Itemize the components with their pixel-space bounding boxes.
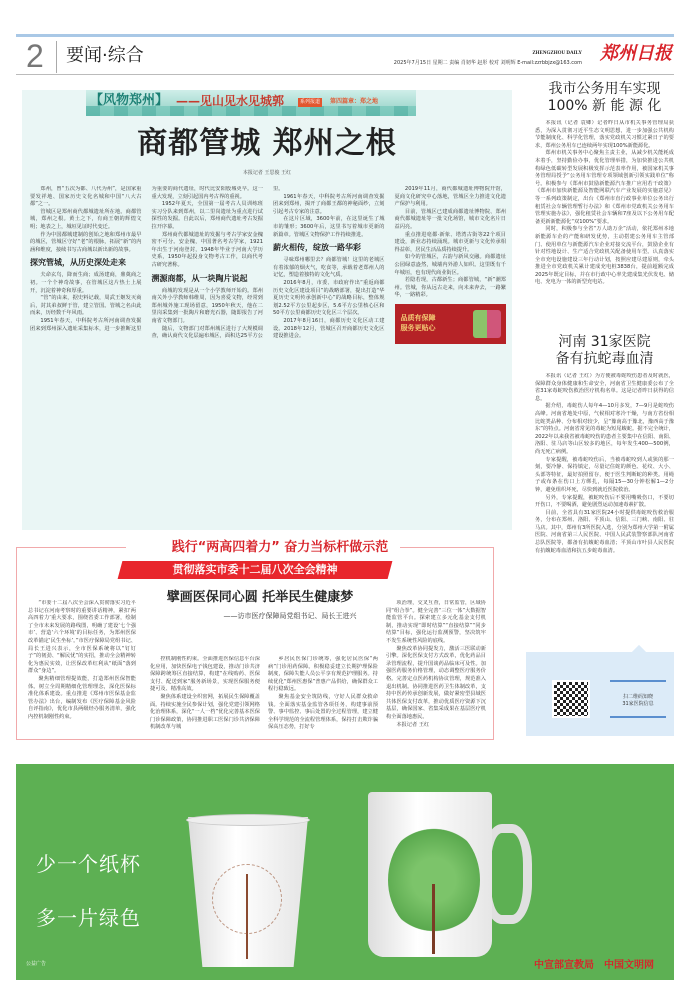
paragraph: 项治理，交叉互查，日常监管，区域协同“组合拳”。健全完善“三位一体”大数据智能监管平台。探索建立多元化基金支付机制，推动实现“即时结算”“直接结算”“同步结算”目标，强化运行监测预警，坚决筑牢不发生系统性风险的底线。: [386, 600, 486, 644]
paragraph: 在这片区域，3600年前，在这里诞生了城市的雏形；3600年后，这里书写着城市更新的新篇章。管城区文物保护工作持续推进。: [273, 216, 385, 238]
paragraph: 1961年春天，中科院考古所河南调查发掘团来到郑州，揭开了商都王都的神秘面纱，立刻引起考古专家的注意。: [273, 193, 385, 215]
title-line: 我市公务用车实现: [548, 81, 661, 97]
divider: [56, 41, 57, 73]
paragraph: 另外，专家提醒，被蛇咬伤后不要用嘴吸伤口，不要切开伤口，不要喝酒，避免剧烈运动加速毒素扩散。: [535, 494, 674, 509]
qr-code[interactable]: [552, 680, 590, 718]
title-line: 100% 新 能 源 化: [547, 98, 662, 114]
public-service-ad: [16, 764, 674, 980]
section-heading: 溯源商都，从一块陶片说起: [151, 273, 248, 283]
paragraph: 2016年8月，市委、市政府作出“重返商都历史文化区建设项目”的战略部署，提出打造“华夏历史文明传承创新中心”的战略目标，整体规划2.52平方公里起步区，5.6平方公里核心区和50平方公里商都历史文化区三个层次。: [273, 279, 385, 317]
article-body-snake: [535, 373, 674, 589]
paragraph: 聚焦基金安全筑防线，守好人民群众救命钱。全面落实基金监管各项任务，构建事前预警、事中监控、事后处置的全过程管理，建立健全科学规范的全流程管理体系，保持打击欺诈骗保高压态势，打好专: [268, 693, 378, 731]
article-title-ev: [535, 81, 674, 115]
divider: [610, 716, 666, 718]
product-ad[interactable]: [395, 304, 507, 344]
title-line: 河南 31家医院: [558, 334, 651, 350]
byline: 本报记者 王思俊 王红: [242, 170, 292, 176]
page-number: 2: [26, 38, 44, 74]
issue-meta: 2025年7月15日 星期二 责编 肖韧华 赵彤 校对 刘明辉 E-mail:zzrbbjzx@163.com: [393, 60, 582, 66]
special-kicker: 践行“两高四着力” 奋力当标杆做示范: [171, 540, 389, 555]
banner-text: 贯彻落实市委十二届八次全会精神: [172, 563, 338, 576]
divider: [610, 680, 666, 682]
interview-title: 擘画医保同心圆 托举民生健康梦: [166, 590, 354, 605]
article-title: 商都管城 郑州之根: [137, 126, 397, 161]
cup-rim: [186, 814, 310, 826]
paragraph: 郑州商代都城遗址的发掘与考古学家安金槐密不可分。安金槐，中国著名考古学家，1921年出生于河南登封，1948年毕业于河南大学历史系，1950年起投身文物考古工作，以商代考古研究著称。: [151, 231, 263, 268]
qr-box: [526, 652, 674, 736]
paragraph: 目前，管城区已建成商都遗址博物院、郑州商代都城遗址等一批文化场馆，城市文化名片日益闪亮。: [394, 208, 506, 230]
banner-series: ——见山见水见城郭: [176, 94, 285, 108]
product-image: [473, 310, 501, 338]
paragraph: 如今的管城区，古韵与新风交融。商都遗址公园绿意盎然，城墙内外游人如织。这里既有千年城垣，也有现代商业街区。: [394, 254, 506, 276]
paragraph: 聚焦体系建设全织密网，拓展民生保障覆盖面。持续实施全民参保计划，强化党建引领网格化治理体系，深化“一人一档”优化完善基本医保门诊保障政策，协同推进职工医保门诊共济保障机制改革与城: [150, 693, 260, 731]
bare-branches: [212, 864, 282, 934]
paragraph: “管”的由来，据史料记载，周武王姬发灭商后，封其弟叔鲜于管，建立管国。管城之名由此而来，历经数千年风雨。: [30, 295, 142, 317]
caption-line: 扫二维码知晓: [622, 694, 653, 700]
paragraph: 目前，全省具有31家医院24小时提供毒蛇咬伤救治服务，分布在郑州、洛阳、平顶山、信阳、三门峡、南阳、驻马店。其中，郑州有3所医院入选，分别为郑州大学第一附属医院、河南省第三人民医院、中国人民武装警察部队河南省总队医院等，都备有抗蝮蛇毒血清；平顶山市叶县人民医院有抗蝮蛇毒血清和抗五步蛇毒血清。: [535, 509, 674, 554]
paragraph: 控机制刚性约束。全面推进医保信息平台深化应用，加快医保电子钱包建设，推动门诊共济保障跨统筹区直接结算，构建“在线购药、医保支付、配送到家”服务新场景，实现医保服务便捷可及、精准高效。: [150, 656, 260, 693]
paragraph: 专家提醒，被毒蛇咬伤后，当被毒蛇咬到人或狭的那一刻，要冷静、保持镇定，尽量记住蛇的颜色、花纹、大小、头部等特征，最好拍照留存，便于医生判断蛇的种类。用绳子或布条在伤口上方绑扎，每隔15—30分钟松解1—2分钟，避免组织坏死，尽快到就近医院救治。: [535, 456, 674, 493]
banner-chapter: 第四篇章：郑之地: [330, 98, 379, 105]
paragraph: 本报讯（记者 王红）为方便被毒蛇咬伤患者及时就医，保障群众身体健康和生命安全，河南省卫生健康委公布了全省31家毒蛇咬伤救治医疗机构名单。这是记者昨日获得的信息。: [535, 373, 674, 402]
series-banner: [86, 90, 416, 116]
ad-sponsor: 中宣部宣教局 中国文明网: [534, 960, 654, 971]
paragraph: 2017年8月16日，商都历史文化区动工建设。2018年12月，管城区召开商都历史文化区建设推进会。: [273, 317, 385, 340]
title-line: 备有抗蛇毒血清: [555, 351, 654, 367]
paragraph: 乡居民医保门诊统筹，强化居民医保“两病”门诊用药保障。积极稳妥建立长期护理保险制度，保障失能人员公平享有规范护理服务。持续优化“郑州医惠保”普惠产品供给，确保群众工程行稳致远。: [268, 656, 378, 693]
banner-column: 【风物郑州】: [90, 93, 169, 108]
section-heading: 探究管城，从历史深处走来: [30, 258, 126, 268]
section-name: 要闻·综合: [66, 45, 144, 66]
paragraph: 管城区是郑州商代都城遗址所在地。商都管城，郑州之根。黄土之下，有商王朝的辉煌文明；地表之上，城垣见证时代变迁。: [30, 208, 142, 230]
paragraph: 郑州，曾“五次为都、八代为州”，是国家重要发祥地、国家历史文化名城和中国“八大古都”之一。: [30, 186, 142, 208]
banner-tag: 系列报道: [300, 99, 321, 105]
paragraph: 作为中国都城建制的创始之地和郑州市最早的城区，管城区守好“老”的根脉，拓展“新”的内涵和维度，接续书写古商城以新出新的故事。: [30, 231, 142, 253]
article-body-ev: [535, 120, 674, 308]
notch: [632, 645, 646, 659]
divider: [16, 547, 126, 548]
newspaper-logo: 郑州日报: [600, 43, 672, 64]
paragraph: 寻味郑州哪里去？商都管城！这里的老城区有着浓郁的烟火气，吃食等，承载着老郑州人的记忆，塑造着独特的文化气质。: [273, 257, 385, 279]
slogan-line: 多一片绿色: [36, 906, 141, 930]
tree-trunk: [432, 884, 435, 954]
paragraph: 聚焦改革协同提发力，激活三医联动新引擎。深化医保支付方式改革，优化药品目录管理流程，提升国谈药品临床可及性。加强医药服务价格管理，动态调整医疗服务价格。完善定点医药机构协议管理，规范准入退出机制。协同推进医药卫生体制改革，支持中医药传承创新发展，做好紧密型县域医共体医保支付改革，推动优质医疗资源下沉基层，确保国家、省集采成果在基层医疗机构全面落地惠民。: [386, 645, 486, 720]
article-body: [30, 186, 506, 524]
paragraph: 本报记者 王红: [396, 721, 430, 728]
feature-article: [22, 90, 512, 530]
ad-line: 品质有保障: [400, 313, 436, 322]
paragraph: 1952年夏天，全国第一届考古人员训练班实习分队来到郑州，以二里岗遗址为重点进行试探性的发掘。自此以后，郑州商代遗址考古发掘拉开序幕。: [151, 201, 263, 230]
paragraph: “市委十二届八次全会深入贯彻落实习近平总书记在河南考察时的重要讲话精神，紧扣‘两高四着力’重大要求，围绕省委工作部署，绘制了全市未来发展的路线图，明确了建设‘七个强市’、营造‘六个环境’的目标任务，为郑州医保改革锚定‘民生坐标’。”市医疗保障局党组书记、局长王进兴表示，全市医保系统将以“钉钉子”的韧劲、“解民忧”的实招，推动全会精神转化为惠民实效，让医保改革红利从“纸面”落到群众“身边”。: [28, 600, 136, 675]
paragraph: 同时，积极参与全省“万人助万企”活动，依托郑州本地新能源车企的产能和研发优势，主动搭建公务用车主管部门、使用单位与新能源汽车企业对接交流平台，鼓励企业有针对性地设计、生产适合党政机关配备使用车型。认真落实全市充电设施建设三年行动计划，按照应建尽建原则，牵头推进全市党政机关累计建成充电桩3838台，提前超额完成2025年既定目标，并在市行政中心率先建成集光伏发电、储电、充电为一体的新型充电站。: [535, 226, 674, 286]
special-banner: [118, 561, 393, 579]
paragraph: 2019年11月，商代都城遗址博物院开馆，夏商文化研究中心落地，管城区全力推进文化遗产保护与利用。: [394, 186, 506, 208]
interview-col-4: [386, 600, 486, 738]
paragraph: 郑州市机关事务中心聚焦主责主业，从减少机关能耗成本着手，坚持勤俭办事，优化管理举措，为加快推进公共机构绿色低碳转型发展积极发挥示范表率作用，被国家机关事务管理局授予“公务用车管理专项领域创新引领实践单位”称号。积极参与《郑州市鼓励新能源汽车推广应用若干政策》《郑州市加快新能源及智能网联汽车产业发展的实施意见》等一系列政策制定，出台《郑州市直行政事业单位公务出行租赁社会车辆管理暂行办法》和《郑州市党政机关公务用车管理实施办法》，强化租赁社会车辆和7座及以下公务用车配备更新新能源化“双100%”要求。: [535, 150, 674, 225]
qr-caption: [606, 694, 670, 708]
article-title-snake: [535, 334, 674, 368]
paragraph: 据介绍，毒蛇伤人每年4—10月多发，7—9月是蛇咬伤高峰。河南省地处中原，气候相对寒冷干燥，与南方省份相比蛇类品种、分布相对较少，呈“豫南高于豫北，豫西高于豫东”的特点。河南省常见的毒蛇为短尾蝮蛇。据不完全统计，2022年以来我省被毒蛇咬伤的患者主要集中在信阳、南阳、洛阳、驻马店等山区较多的地区，每年发生400—500例，尚无死亡病例。: [535, 403, 674, 455]
ad-line: 服务更贴心: [400, 323, 436, 332]
right-column: [535, 75, 674, 589]
ad-text: [401, 313, 436, 333]
paragraph: 聚焦精细管理提效能，打造郑州医保智能体。树立全周期精细化管理理念，深化医保标准化体系建设。重点推进《郑州市医保基金监管办法》出台，编制发布《医疗保障基金风险自评指南》，优化市县两级经办服务清单，强化内控机制刚性约束。: [28, 675, 136, 720]
paragraph: 1951年春天，中科院考古所河南调查发掘团来到郑州深入遗址采集标本，进一步推断这里为重要的商代遗址，时代比安阳殷墟更早。这一重大发现，立刻引起国内考古界的重视。: [30, 186, 263, 332]
paragraph: 随后，文物部门对郑州城区进行了大规模调查，确认商代文化层遍布城区，面积达25平方公里。: [151, 186, 284, 340]
paragraph: 重点推进亳都·新象、塔湾古街等22个项目建设，新业态持续涌现。城市更新与文化传承相得益彰，居民生活品质持续提升。: [394, 231, 506, 253]
ad-label: 公益广告: [26, 961, 47, 967]
section-heading: 薪火相传，绽放一路华彩: [273, 243, 361, 253]
interview-col-2: [150, 656, 260, 738]
caption-line: 31家医院信息: [622, 701, 654, 707]
interview-col-1: [28, 600, 136, 738]
english-name: ZHENGZHOU DAILY: [532, 51, 582, 56]
paragraph: 夫命玄鸟，降而生商；成汤建商，鼎奠商之初。一个个神奇故事，在管城区这片热土上展开，沉淀着神奇和厚重。: [30, 272, 142, 294]
paragraph: 商城的发现是从一个小学教师开始的。郑州南关外小学教师韩维周，因为喜爱文物，经常到郑州城外施工现场留意，1950年秋天，他在二里岗采集到一批陶片和磨光石器，随即报告了河南省文物部门。: [151, 287, 263, 324]
slogan-line: 少一个纸杯: [36, 852, 141, 876]
interview-subtitle: ——访市医疗保障局党组书记、局长王进兴: [223, 612, 357, 620]
paragraph: 本报讯（记者 袁卿）记者昨日从市机关事务管理局获悉，为深入贯彻习近平生态文明思想，进一步加强公共机构节能制度化、科学化管理，落实党政机关习惯过紧日子的要求，郑州公务用车已连续两年实现100%新能源化。: [535, 120, 674, 149]
paragraph: 若隐若现，古都新生；商都管城，“新”潮郑州。管城，你从远古走来，向未来奔去，一路繁华，一路精彩。: [394, 277, 506, 299]
page-header: [16, 37, 674, 75]
interview-col-3: [268, 656, 378, 738]
